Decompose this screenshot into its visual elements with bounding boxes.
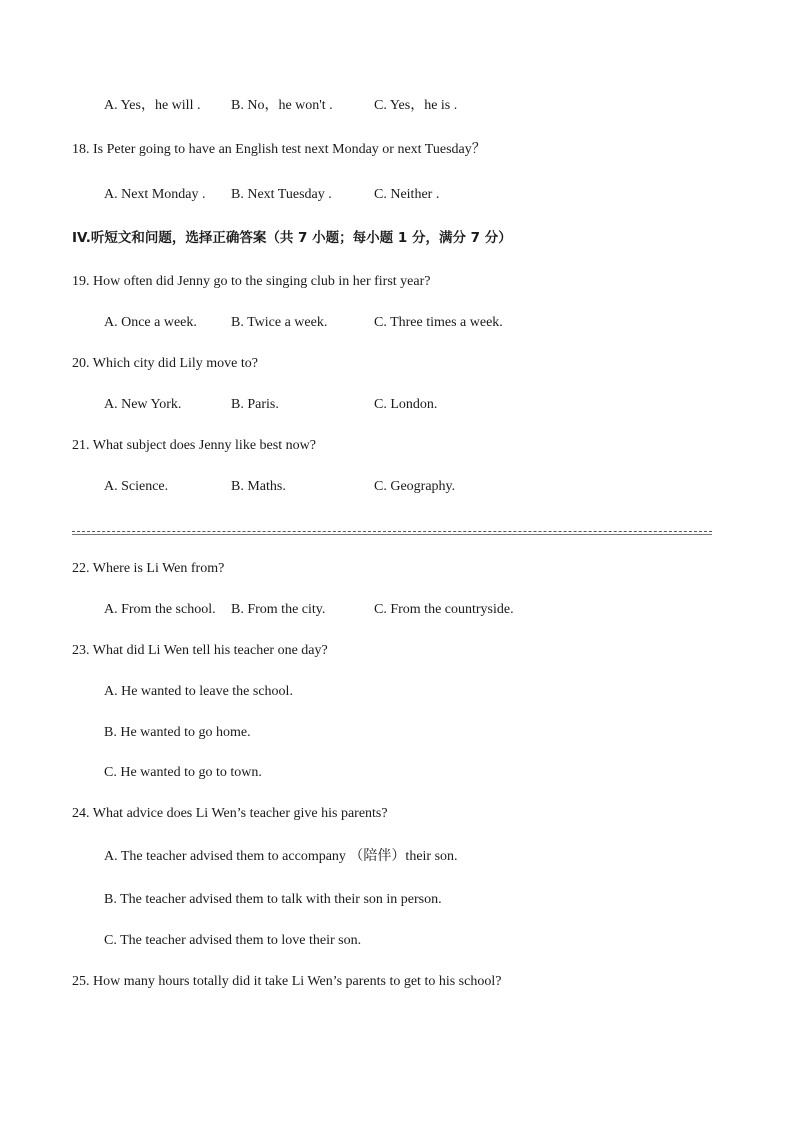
q24-option-a: A. The teacher advised them to accompany （陪伴）their son. [104, 849, 458, 864]
q18-option-a: A. Next Monday . [104, 187, 206, 202]
q24-option-c: C. The teacher advised them to love their son. [104, 933, 362, 948]
section-heading: IV.听短文和问题，选择正确答案（共 7 小题；每小题 1 分，满分 7 分） [72, 230, 512, 246]
q23-option-c: C. He wanted to go to town. [104, 765, 262, 780]
q20-option-a: A. New York. [104, 397, 182, 412]
question-22: 22. Where is Li Wen from? [72, 561, 225, 576]
q17-option-c: C. Yes，he is . [374, 98, 458, 113]
question-21: 21. What subject does Jenny like best now? [72, 438, 316, 453]
q22-option-c: C. From the countryside. [374, 602, 514, 617]
q17-option-b: B. No，he won't . [231, 98, 333, 113]
q18-option-c: C. Neither . [374, 187, 440, 202]
q19-option-b: B. Twice a week. [231, 315, 328, 330]
q20-option-c: C. London. [374, 397, 438, 412]
section-divider-underline [72, 534, 712, 535]
q20-option-b: B. Paris. [231, 397, 279, 412]
q17-option-a: A. Yes，he will . [104, 98, 201, 113]
q23-option-a: A. He wanted to leave the school. [104, 684, 293, 699]
q19-option-a: A. Once a week. [104, 315, 197, 330]
question-19: 19. How often did Jenny go to the singing club in her first year? [72, 274, 431, 289]
q18-option-b: B. Next Tuesday . [231, 187, 332, 202]
q24-option-b: B. The teacher advised them to talk with their son in person. [104, 892, 442, 907]
q21-option-b: B. Maths. [231, 479, 286, 494]
question-25: 25. How many hours totally did it take Li Wen’s parents to get to his school? [72, 974, 502, 989]
q19-option-c: C. Three times a week. [374, 315, 503, 330]
section-divider [72, 531, 712, 532]
q23-option-b: B. He wanted to go home. [104, 725, 251, 740]
question-18: 18. Is Peter going to have an English test next Monday or next Tuesday？ [72, 142, 486, 157]
question-24: 24. What advice does Li Wen’s teacher give his parents? [72, 806, 388, 821]
question-20: 20. Which city did Lily move to? [72, 356, 258, 371]
q22-option-b: B. From the city. [231, 602, 326, 617]
q21-option-a: A. Science. [104, 479, 169, 494]
q21-option-c: C. Geography. [374, 479, 456, 494]
question-23: 23. What did Li Wen tell his teacher one day? [72, 643, 328, 658]
q22-option-a: A. From the school. [104, 602, 216, 617]
